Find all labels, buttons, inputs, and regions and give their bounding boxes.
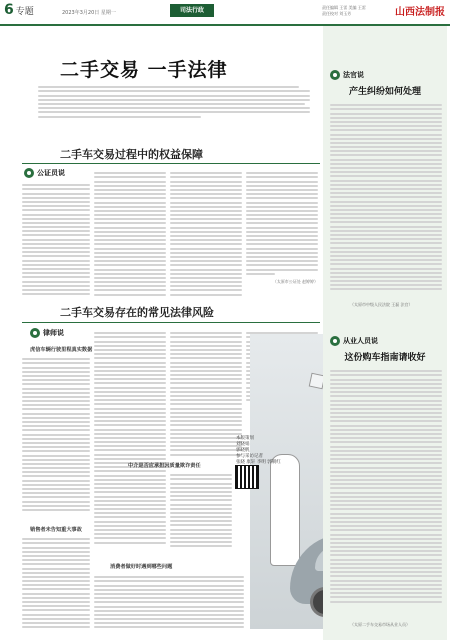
section1-title: 二手车交易过程中的权益保障 [60,148,203,161]
subhead-agent: 中介是否应承担因质量欺诈责任 [128,463,201,469]
credits-block: 本版策划 刘晓娟 郭晓帆 参与采访记者 张晓 康轩 李明 郭朝红 [236,436,281,465]
s2-consumer-text [94,574,244,636]
editor-info: 责任编辑 王雷 美编 王雷 责任校对 刘玉芳 [322,5,366,16]
qr-code[interactable] [236,466,258,488]
section2-rule [22,322,320,323]
subhead-mileage: 虎信车辆行驶里程真实数据 [30,347,93,353]
tag-congye: 从业人员说 [330,336,378,346]
s1-col2 [94,170,166,298]
page-header [0,0,450,26]
main-headline: 二手交易 一手法律 [60,59,228,81]
page-number: 6 专题 [4,2,34,18]
section2-title: 二手车交易存在的常见法律风险 [60,306,214,319]
s2-col3 [170,330,242,458]
subhead-accident: 销售者未告知重大事故 [30,527,82,533]
right-col2 [330,368,442,618]
subhead-consumer: 消费者做好时遇到哪些问题 [110,564,173,570]
intro-paragraph [38,84,310,122]
tag-icon [330,70,340,80]
s2-col1a [22,356,90,521]
s2-col1b [22,536,90,636]
tag-gongzheng: 公证员说 [24,168,65,178]
right-col1 [330,102,442,302]
tag-faguan: 法官说 [330,70,364,80]
s1-col1 [22,182,90,298]
tag-lvshi: 律师说 [30,328,64,338]
section1-rule [22,163,320,164]
s2-col3b [170,472,232,558]
tag-icon [24,168,34,178]
s2-col2 [94,330,166,560]
tag-icon [30,328,40,338]
byline-faguan: （太原市中级人民法院 王磊 法官） [350,302,413,307]
tag-icon [330,336,340,346]
column-badge: 司法行政 [170,4,214,17]
newspaper-logo: 山西法制报 [395,7,445,18]
right-title-disputes: 产生纠纷如何处理 [348,87,421,97]
right-title-guide: 这份购车指南请收好 [344,353,426,363]
byline-congye: （太原二手车交易市场从业人员） [350,622,410,627]
issue-date: 2023年3月20日 星期一 [62,10,116,16]
byline-gongzheng: （太原市公证处 赵婷婷） [272,278,318,284]
s1-col3 [170,170,242,298]
person-figure [270,454,300,566]
s1-col4 [246,170,318,298]
